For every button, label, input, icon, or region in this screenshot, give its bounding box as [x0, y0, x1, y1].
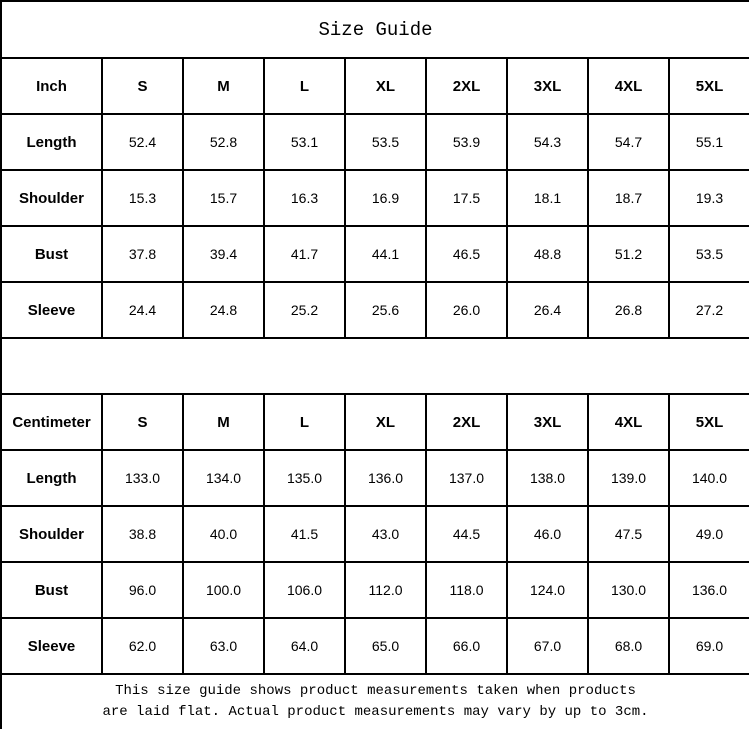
measurement-value: 118.0	[426, 562, 507, 618]
size-col-header: 2XL	[426, 394, 507, 450]
measurement-value: 18.1	[507, 170, 588, 226]
title-row	[1, 1, 749, 58]
footer-section	[1, 674, 749, 729]
measurement-row	[1, 170, 749, 226]
measurement-value: 139.0	[588, 450, 669, 506]
size-col-header: 5XL	[669, 394, 749, 450]
measurement-value: 69.0	[669, 618, 749, 674]
measurement-value: 25.6	[345, 282, 426, 338]
measurement-value: 62.0	[102, 618, 183, 674]
size-col-header: 3XL	[507, 394, 588, 450]
measurement-value: 133.0	[102, 450, 183, 506]
unit-label: Centimeter	[1, 394, 102, 450]
footer-note	[1, 674, 749, 729]
size-col-header: 3XL	[507, 58, 588, 114]
table-gap	[1, 338, 749, 394]
measurement-row	[1, 618, 749, 674]
unit-label: Inch	[1, 58, 102, 114]
measurement-value: 52.8	[183, 114, 264, 170]
measurement-value: 64.0	[264, 618, 345, 674]
footer-line-1: This size guide shows product measurements taken when products	[115, 683, 636, 699]
measurement-value: 100.0	[183, 562, 264, 618]
measurement-value: 124.0	[507, 562, 588, 618]
measurement-value: 24.4	[102, 282, 183, 338]
measurement-value: 26.0	[426, 282, 507, 338]
measurement-value: 43.0	[345, 506, 426, 562]
measurement-value: 24.8	[183, 282, 264, 338]
measurement-value: 136.0	[345, 450, 426, 506]
measurement-label: Length	[1, 114, 102, 170]
measurement-value: 138.0	[507, 450, 588, 506]
measurement-value: 130.0	[588, 562, 669, 618]
size-col-header: L	[264, 58, 345, 114]
measurement-row	[1, 450, 749, 506]
measurement-value: 16.9	[345, 170, 426, 226]
measurement-value: 39.4	[183, 226, 264, 282]
measurement-value: 41.7	[264, 226, 345, 282]
measurement-value: 27.2	[669, 282, 749, 338]
measurement-value: 49.0	[669, 506, 749, 562]
measurement-value: 44.1	[345, 226, 426, 282]
measurement-value: 68.0	[588, 618, 669, 674]
measurement-value: 54.7	[588, 114, 669, 170]
measurement-value: 26.4	[507, 282, 588, 338]
measurement-value: 48.8	[507, 226, 588, 282]
measurement-row	[1, 562, 749, 618]
measurement-value: 53.9	[426, 114, 507, 170]
measurement-value: 137.0	[426, 450, 507, 506]
measurement-row	[1, 282, 749, 338]
measurement-value: 54.3	[507, 114, 588, 170]
size-col-header: XL	[345, 58, 426, 114]
measurement-value: 52.4	[102, 114, 183, 170]
measurement-value: 66.0	[426, 618, 507, 674]
table-gap-row	[1, 338, 749, 394]
size-col-header: M	[183, 58, 264, 114]
measurement-label: Bust	[1, 562, 102, 618]
measurement-value: 53.5	[345, 114, 426, 170]
measurement-value: 25.2	[264, 282, 345, 338]
measurement-value: 46.5	[426, 226, 507, 282]
measurement-row	[1, 226, 749, 282]
measurement-value: 47.5	[588, 506, 669, 562]
size-col-header: L	[264, 394, 345, 450]
size-col-header: 5XL	[669, 58, 749, 114]
measurement-value: 140.0	[669, 450, 749, 506]
measurement-value: 26.8	[588, 282, 669, 338]
size-col-header: XL	[345, 394, 426, 450]
centimeter-table-section	[1, 394, 749, 674]
measurement-value: 53.5	[669, 226, 749, 282]
measurement-value: 65.0	[345, 618, 426, 674]
footer-line-2: are laid flat. Actual product measurements may vary by up to 3cm.	[102, 704, 649, 720]
measurement-value: 63.0	[183, 618, 264, 674]
spacer-section	[1, 338, 749, 394]
measurement-label: Sleeve	[1, 282, 102, 338]
measurement-value: 135.0	[264, 450, 345, 506]
measurement-value: 37.8	[102, 226, 183, 282]
size-header-row	[1, 394, 749, 450]
measurement-value: 15.3	[102, 170, 183, 226]
measurement-label: Shoulder	[1, 170, 102, 226]
measurement-value: 51.2	[588, 226, 669, 282]
size-col-header: M	[183, 394, 264, 450]
measurement-value: 40.0	[183, 506, 264, 562]
measurement-label: Sleeve	[1, 618, 102, 674]
size-col-header: S	[102, 58, 183, 114]
measurement-value: 67.0	[507, 618, 588, 674]
measurement-label: Bust	[1, 226, 102, 282]
measurement-value: 112.0	[345, 562, 426, 618]
measurement-value: 136.0	[669, 562, 749, 618]
title-section	[1, 1, 749, 58]
measurement-value: 41.5	[264, 506, 345, 562]
measurement-value: 19.3	[669, 170, 749, 226]
size-col-header: 2XL	[426, 58, 507, 114]
page-title: Size Guide	[1, 1, 749, 58]
measurement-row	[1, 114, 749, 170]
measurement-value: 15.7	[183, 170, 264, 226]
measurement-value: 44.5	[426, 506, 507, 562]
measurement-value: 134.0	[183, 450, 264, 506]
measurement-value: 96.0	[102, 562, 183, 618]
measurement-label: Length	[1, 450, 102, 506]
measurement-value: 106.0	[264, 562, 345, 618]
size-col-header: S	[102, 394, 183, 450]
size-col-header: 4XL	[588, 58, 669, 114]
footer-row	[1, 674, 749, 729]
size-col-header: 4XL	[588, 394, 669, 450]
size-header-row	[1, 58, 749, 114]
inch-table-section	[1, 58, 749, 338]
measurement-value: 16.3	[264, 170, 345, 226]
measurement-label: Shoulder	[1, 506, 102, 562]
measurement-row	[1, 506, 749, 562]
measurement-value: 53.1	[264, 114, 345, 170]
measurement-value: 46.0	[507, 506, 588, 562]
measurement-value: 18.7	[588, 170, 669, 226]
measurement-value: 17.5	[426, 170, 507, 226]
measurement-value: 38.8	[102, 506, 183, 562]
measurement-value: 55.1	[669, 114, 749, 170]
